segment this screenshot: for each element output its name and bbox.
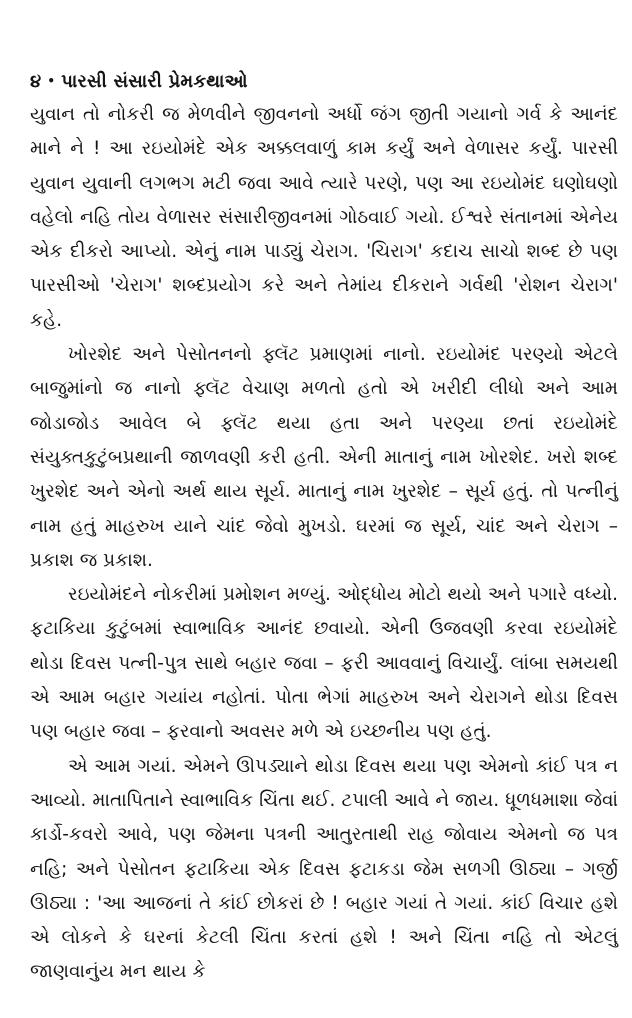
book-title: પારસી સંસારી પ્રેમકથાઓ bbox=[61, 70, 248, 92]
paragraph-4: એ આમ ગયાં. એમને ઊપડ્યાને થોડા દિવસ થયા પણ એમનો કાંઈ પત્ર ન આવ્યો. માતાપિતાને સ્વાભાવિક ચિંતા થઈ. ટપાલી આવે ને જાય. ધૂળધમાશા જેવાં કાર્ડો-કવરો આવે, પણ જેમના પત્રની આતુરતાથી રાહ જોવાય એમનો જ પત્ર નહિ; અને પેસોતન ફટાકિયા એક દિવસ ફટાકડા જેમ સળગી ઊઠ્યા – ગર્જી ઊઠ્યા : 'આ આજનાં તે કાંઈ છોકરાં છે ! બહાર ગયાં તે ગયાં. કાંઈ વિચાર હશે એ લોકને કે ઘરનાં કેટલી ચિંતા કરતાં હશે ! અને ચિંતા નહિ તો એટલું જાણવાનુંય મન થાય કે bbox=[30, 755, 618, 983]
body-text bbox=[30, 98, 618, 990]
paragraph-3: રઇયોમંદને નોકરીમાં પ્રમોશન મળ્યું. ઓદ્ધોય મોટો થયો અને પગારે વધ્યો. ફટાકિયા કુટુંબમાં સ્વાભાવિક આનંદ છવાયો. એની ઉજવણી કરવા રઇયોમંદે થોડા દિવસ પત્ની-પુત્ર સાથે બહાર જવા – ફરી આવવાનું વિચાર્યું. લાંબા સમયથી એ આમ બહાર ગયાંય નહોતાં. પોતા ભેગાં માહરુખ અને ચેરાગને થોડા દિવસ પણ બહાર જવા – ફરવાનો અવસર મળે એ ઇચ્છનીય પણ હતું. bbox=[30, 584, 618, 743]
paragraph-2: ખોરશેદ અને પેસોતનનો ફ્લૅટ પ્રમાણમાં નાનો. રઇયોમંદ પરણ્યો એટલે બાજુમાંનો જ નાનો ફ્લૅટ વેચાણ મળતો હતો એ ખરીદી લીધો અને આમ જોડાજોડ આવેલ બે ફ્લૅટ થયા હતા અને પરણ્યા છતાં રઇયોમંદે સંયુક્તકુટુંબપ્રથાની જાળવણી કરી હતી. એની માતાનું નામ ખોરશેદ. ખરો શબ્દ ખુરશેદ અને એનો અર્થ થાય સૂર્ય. માતાનું નામ ખુરશેદ – સૂર્ય હતું. તો પત્નીનું નામ હતું માહરુખ યાને ચાંદ જેવો મુખડો. ઘરમાં જ સૂર્ય, ચાંદ અને ચેરાગ – પ્રકાશ જ પ્રકાશ. bbox=[30, 344, 618, 571]
page-number: ૪ bbox=[30, 70, 42, 92]
header-separator: • bbox=[47, 74, 56, 88]
paragraph-1: યુવાન તો નોકરી જ મેળવીને જીવનનો અર્ધો જંગ જીતી ગયાનો ગર્વ કે આનંદ માને ને ! આ રઇયોમંદે એક અક્કલવાળું કામ કર્યું અને વેળાસર કર્યું. પારસી યુવાન યુવાની લગભગ મટી જવા આવે ત્યારે પરણે, પણ આ રઇયોમંદ ઘણોઘણો વહેલો નહિ તોય વેળાસર સંસારીજીવનમાં ગોઠવાઈ ગયો. ઈશ્વરે સંતાનમાં એનેય એક દીકરો આપ્યો. એનું નામ પાડ્યું ચેરાગ. 'ચિરાગ' કદાચ સાચો શબ્દ છે પણ પારસીઓ 'ચેરાગ' શબ્દપ્રયોગ કરે અને તેમાંય દીકરાને ગર્વથી 'રોશન ચેરાગ' કહે. bbox=[30, 104, 618, 331]
running-header bbox=[30, 66, 618, 96]
